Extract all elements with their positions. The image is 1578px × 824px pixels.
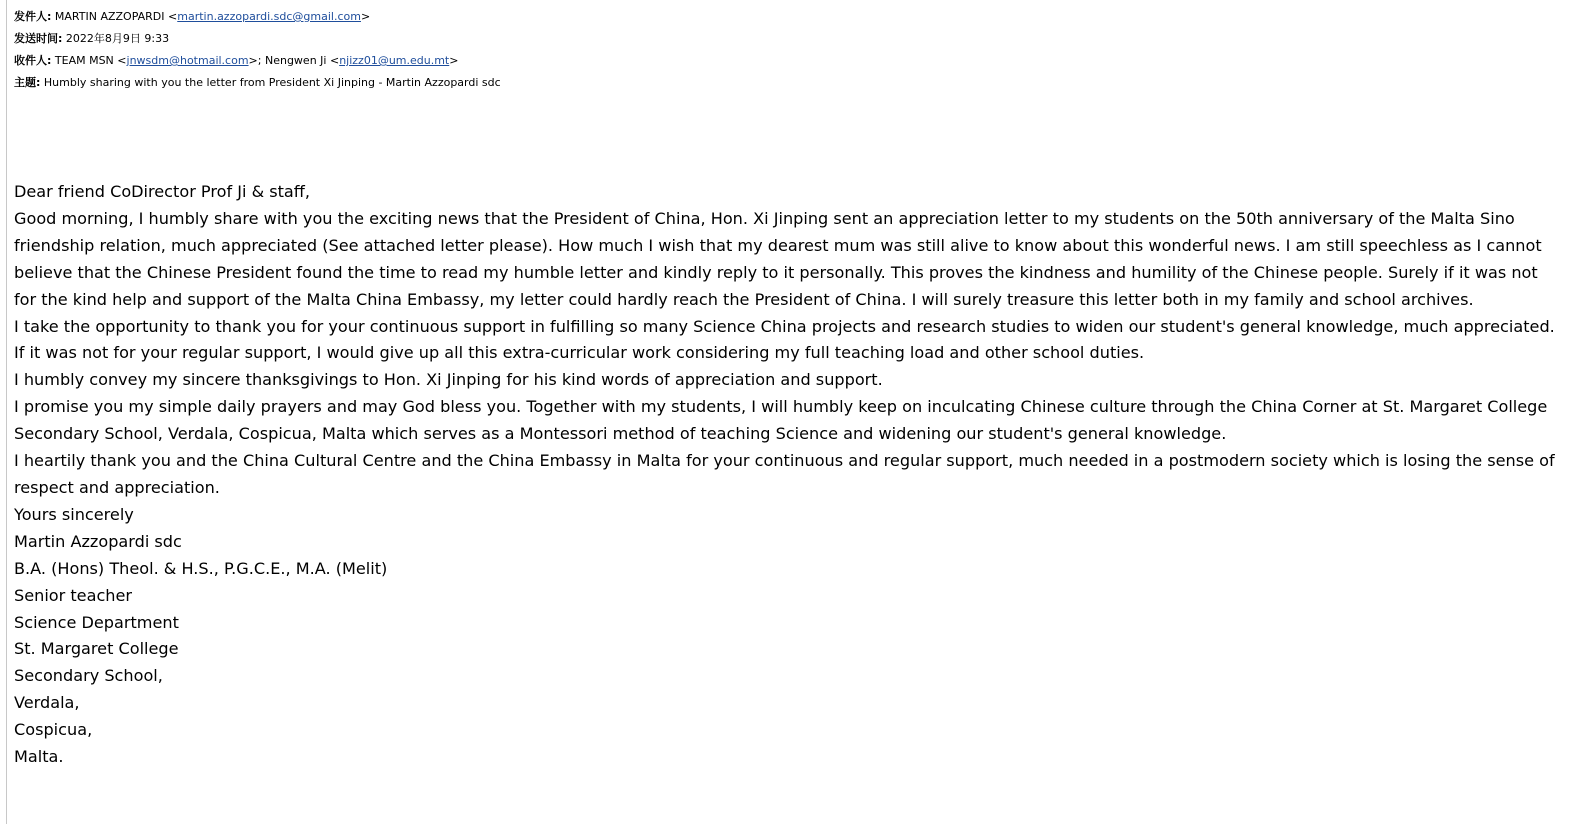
- left-divider: [6, 0, 7, 824]
- body-paragraph: I promise you my simple daily prayers and may God bless you. Together with my students, I will humbly keep on inculcating Chinese culture through the China Corner at St. Margaret College Secondary School, Verdala, Cospicua, Malta which serves as a Montessori method of teaching Science and widening our student's general knowledge.: [14, 397, 1548, 444]
- body-paragraph: Good morning, I humbly share with you the exciting news that the President of China, Hon. Xi Jinping sent an appreciation letter to my students on the 50th anniversary of the Malta Sino friendship relation, much appreciated (See attached letter please). How much I wish that my dearest mum was still alive to know about this wonderful news. I am still speechless as I cannot believe that the Chinese President found the time to read my humble letter and kindly reply to it personally. This proves the kindness and humility of the Chinese people. Surely if it was not for the kind help and support of the Malta China Embassy, my letter could hardly reach the President of China. I will surely treasure this letter both in my family and school archives.: [14, 208, 1542, 309]
- body-paragraph: I humbly convey my sincere thanksgivings to Hon. Xi Jinping for his kind words of appreciation and support.: [14, 370, 883, 390]
- signature-line: Science Department: [14, 612, 179, 632]
- greeting: Dear friend CoDirector Prof Ji & staff,: [14, 182, 310, 201]
- signature-line: Senior teacher: [14, 585, 133, 605]
- signature-line: B.A. (Hons) Theol. & H.S., P.G.C.E., M.A. (Melit): [14, 558, 388, 578]
- to-email-link-1[interactable]: jnwsdm@hotmail.com: [126, 54, 249, 67]
- email-headers: [14, 8, 501, 96]
- to-label: 收件人:: [14, 54, 52, 67]
- to-email-link-2[interactable]: njizz01@um.edu.mt: [339, 54, 450, 67]
- sent-value: 2022年8月9日 9:33: [65, 32, 170, 45]
- sent-row: [14, 30, 501, 52]
- to-row: 收件人: TEAM MSN <jnwsdm@hotmail.com>; Nengwen Ji <njizz01@um.edu.mt>: [14, 54, 459, 67]
- signature-line: Malta.: [14, 747, 64, 767]
- from-row: 发件人: MARTIN AZZOPARDI <martin.azzopardi.sdc@gmail.com>: [14, 10, 371, 23]
- from-email-link[interactable]: martin.azzopardi.sdc@gmail.com: [177, 10, 361, 23]
- to-name-1: TEAM MSN: [54, 54, 114, 67]
- signature-line: Cospicua,: [14, 720, 93, 740]
- subject-row: [14, 74, 501, 96]
- signature-line: Verdala,: [14, 693, 80, 713]
- from-name: MARTIN AZZOPARDI: [54, 10, 165, 23]
- closing: Yours sincerely: [14, 504, 134, 524]
- subject-label: 主题:: [14, 76, 41, 89]
- to-name-2: Nengwen Ji: [264, 54, 327, 67]
- sent-label: 发送时间:: [14, 32, 63, 45]
- subject-value: Humbly sharing with you the letter from President Xi Jinping - Martin Azzopardi sdc: [43, 76, 501, 89]
- body-paragraph: I heartily thank you and the China Cultural Centre and the China Embassy in Malta for your continuous and regular support, much needed in a postmodern society which is losing the sense of respect and appreciation.: [14, 451, 1555, 497]
- email-body: [14, 179, 1562, 771]
- from-label: 发件人:: [14, 10, 52, 23]
- body-paragraph: I take the opportunity to thank you for your continuous support in fulfilling so many Science China projects and research studies to widen our student's general knowledge, much appreciated. If it was not for your regular support, I would give up all this extra-curricular work considering my full teaching load and other school duties.: [14, 316, 1555, 363]
- signature-line: St. Margaret College: [14, 639, 179, 659]
- signature-line: Secondary School,: [14, 666, 163, 686]
- signature-line: Martin Azzopardi sdc: [14, 531, 182, 551]
